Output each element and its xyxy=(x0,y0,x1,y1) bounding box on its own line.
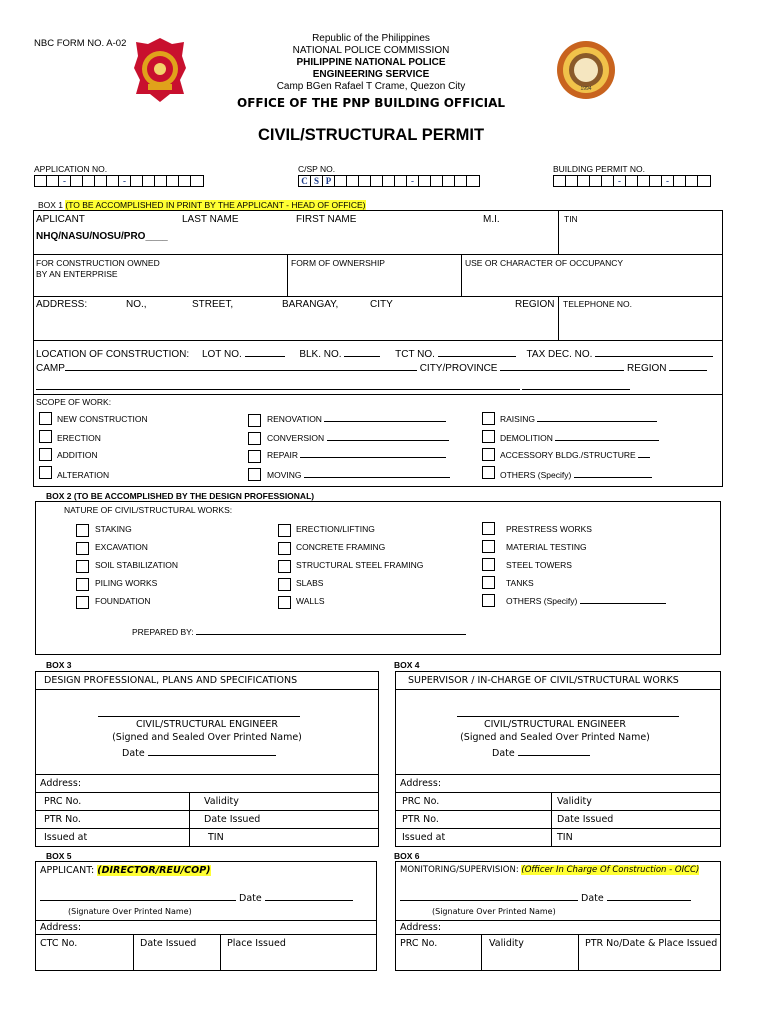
box1-heading: BOX 1 (TO BE ACCOMPLISHED IN PRINT BY THE APPLICANT - HEAD OF OFFICE) xyxy=(38,200,366,210)
box6 xyxy=(395,861,721,971)
application-no-label: APPLICATION NO. xyxy=(34,164,108,174)
address-region-label: REGION xyxy=(515,299,555,310)
box5-date-issued[interactable]: Date Issued xyxy=(140,938,197,949)
addition-checkbox[interactable] xyxy=(39,448,52,461)
others-works-checkbox[interactable] xyxy=(482,594,495,607)
raising-checkbox[interactable] xyxy=(482,412,495,425)
address-barangay-label: BARANGAY, xyxy=(282,299,339,310)
concrete-label: CONCRETE FRAMING xyxy=(296,542,386,552)
telephone-label: TELEPHONE NO. xyxy=(563,299,632,309)
address-no-label: NO., xyxy=(126,299,147,310)
prestress-checkbox[interactable] xyxy=(482,522,495,535)
conversion-label: CONVERSION xyxy=(267,433,449,443)
applicant-value[interactable]: NHQ/NASU/NOSU/PRO____ xyxy=(36,231,168,242)
box3-heading: BOX 3 xyxy=(46,660,72,670)
steel-framing-label: STRUCTURAL STEEL FRAMING xyxy=(296,560,424,570)
material-testing-checkbox[interactable] xyxy=(482,540,495,553)
occupancy-label: USE OR CHARACTER OF OCCUPANCY xyxy=(465,258,624,268)
box3-issued-at[interactable]: Issued at xyxy=(44,832,88,843)
box4-ptr[interactable]: PTR No. xyxy=(402,814,439,825)
addition-label: ADDITION xyxy=(57,450,98,460)
address-street-label: STREET, xyxy=(192,299,234,310)
box6-address[interactable]: Address: xyxy=(400,922,442,933)
box6-signature-label: (Signature Over Printed Name) xyxy=(432,907,556,916)
demolition-label: DEMOLITION xyxy=(500,433,659,443)
header-republic: Republic of the Philippines xyxy=(312,33,430,44)
header-engineering: ENGINEERING SERVICE xyxy=(312,69,430,80)
box4-date: Date xyxy=(492,748,590,759)
first-name-label: FIRST NAME xyxy=(296,214,357,225)
erection-label: ERECTION xyxy=(57,433,101,443)
raising-label: RAISING xyxy=(500,414,657,424)
box5-signature-label: (Signature Over Printed Name) xyxy=(68,907,192,916)
others-scope-checkbox[interactable] xyxy=(482,466,495,479)
prestress-label: PRESTRESS WORKS xyxy=(506,524,592,534)
box3-engineer: CIVIL/STRUCTURAL ENGINEER xyxy=(135,719,279,730)
walls-checkbox[interactable] xyxy=(278,596,291,609)
box6-signature-date: Date xyxy=(400,893,691,904)
new-construction-label: NEW CONSTRUCTION xyxy=(57,414,148,424)
svg-text:1994: 1994 xyxy=(580,86,592,92)
box4-heading: BOX 4 xyxy=(394,660,420,670)
box4-prc[interactable]: PRC No. xyxy=(402,796,440,807)
scope-of-work-label: SCOPE OF WORK: xyxy=(36,397,112,407)
csp-no-field[interactable]: C S P - xyxy=(298,175,480,187)
accessory-label: ACCESSORY BLDG./STRUCTURE xyxy=(500,450,650,460)
construction-owned-label: FOR CONSTRUCTION OWNED xyxy=(36,258,160,268)
building-permit-no-label: BUILDING PERMIT NO. xyxy=(553,164,645,174)
camp-row: CAMP CITY/PROVINCE REGION xyxy=(36,363,707,374)
slabs-label: SLABS xyxy=(296,578,324,588)
erection-checkbox[interactable] xyxy=(39,430,52,443)
repair-checkbox[interactable] xyxy=(248,450,261,463)
renovation-label: RENOVATION xyxy=(267,414,446,424)
application-no-field[interactable]: - - xyxy=(34,175,204,187)
box3-ptr[interactable]: PTR No. xyxy=(44,814,81,825)
box3-address[interactable]: Address: xyxy=(40,778,82,789)
box6-heading: BOX 6 xyxy=(394,851,420,861)
tin-label: TIN xyxy=(564,214,578,224)
box4-address[interactable]: Address: xyxy=(400,778,442,789)
prepared-by: PREPARED BY: xyxy=(132,627,466,637)
box2-heading: BOX 2 (TO BE ACCOMPLISHED BY THE DESIGN PROFESSIONAL) xyxy=(46,491,315,501)
office-title: OFFICE OF THE PNP BUILDING OFFICIAL xyxy=(237,96,505,110)
applicant-label: APLICANT xyxy=(36,214,85,225)
piling-label: PILING WORKS xyxy=(95,578,158,588)
box4-date-issued[interactable]: Date Issued xyxy=(557,814,614,825)
demolition-checkbox[interactable] xyxy=(482,430,495,443)
erection-lifting-checkbox[interactable] xyxy=(278,524,291,537)
steel-towers-label: STEEL TOWERS xyxy=(506,560,572,570)
box4-engineer: CIVIL/STRUCTURAL ENGINEER xyxy=(483,719,627,730)
excavation-checkbox[interactable] xyxy=(76,542,89,555)
box3-title: DESIGN PROFESSIONAL, PLANS AND SPECIFICATIONS xyxy=(44,675,298,686)
moving-label: MOVING xyxy=(267,470,450,480)
steel-towers-checkbox[interactable] xyxy=(482,558,495,571)
walls-label: WALLS xyxy=(296,596,325,606)
box3-date: Date xyxy=(122,748,276,759)
header-address: Camp BGen Rafael T Crame, Quezon City xyxy=(276,81,466,92)
box3-tin[interactable]: TIN xyxy=(208,832,224,843)
others-works-label: OTHERS (Specify) xyxy=(506,596,666,606)
box5-address[interactable]: Address: xyxy=(40,922,82,933)
csp-no-label: C/SP NO. xyxy=(298,164,336,174)
box3-validity[interactable]: Validity xyxy=(204,796,239,807)
engineering-seal-icon xyxy=(556,40,616,100)
accessory-checkbox[interactable] xyxy=(482,448,495,461)
erection-lifting-label: ERECTION/LIFTING xyxy=(296,524,375,534)
alteration-checkbox[interactable] xyxy=(39,466,52,479)
box4-issued-at[interactable]: Issued at xyxy=(402,832,446,843)
form-number: NBC FORM NO. A-02 xyxy=(34,38,127,49)
others-scope-label: OTHERS (Specify) xyxy=(500,470,652,480)
box5-signature-date: Date xyxy=(40,893,353,904)
tanks-label: TANKS xyxy=(506,578,534,588)
header-napolcom: NATIONAL POLICE COMMISSION xyxy=(292,45,450,56)
nature-label: NATURE OF CIVIL/STRUCTURAL WORKS: xyxy=(64,505,233,515)
page-title: CIVIL/STRUCTURAL PERMIT xyxy=(257,126,485,144)
box4-signed: (Signed and Sealed Over Printed Name) xyxy=(460,732,650,743)
box6-ptr-place[interactable]: PTR No/Date & Place Issued xyxy=(585,938,718,949)
conversion-checkbox[interactable] xyxy=(248,432,261,445)
staking-label: STAKING xyxy=(95,524,132,534)
foundation-label: FOUNDATION xyxy=(95,596,151,606)
box5-place-issued[interactable]: Place Issued xyxy=(227,938,286,949)
material-testing-label: MATERIAL TESTING xyxy=(506,542,587,552)
box6-monitoring: MONITORING/SUPERVISION: (Officer In Charge Of Construction - OICC) xyxy=(400,865,700,875)
location-row: LOCATION OF CONSTRUCTION: LOT NO. BLK. NO. TCT NO. TAX DEC. NO. xyxy=(36,349,713,360)
soil-label: SOIL STABILIZATION xyxy=(95,560,178,570)
box4-validity[interactable]: Validity xyxy=(557,796,592,807)
slabs-checkbox[interactable] xyxy=(278,578,291,591)
box3-date-issued[interactable]: Date Issued xyxy=(204,814,261,825)
renovation-checkbox[interactable] xyxy=(248,414,261,427)
box3-signed: (Signed and Sealed Over Printed Name) xyxy=(112,732,302,743)
box4-tin[interactable]: TIN xyxy=(557,832,573,843)
box5-heading: BOX 5 xyxy=(46,851,72,861)
steel-framing-checkbox[interactable] xyxy=(278,560,291,573)
mi-label: M.I. xyxy=(483,214,500,225)
box4-title: SUPERVISOR / IN-CHARGE OF CIVIL/STRUCTURAL WORKS xyxy=(408,675,679,686)
box6-validity[interactable]: Validity xyxy=(489,938,524,949)
new-construction-checkbox[interactable] xyxy=(39,412,52,425)
moving-checkbox[interactable] xyxy=(248,468,261,481)
box6-prc[interactable]: PRC No. xyxy=(400,938,438,949)
pnp-seal-icon xyxy=(132,36,188,104)
form-of-ownership-label: FORM OF OWNERSHIP xyxy=(291,258,385,268)
repair-label: REPAIR xyxy=(267,450,446,460)
piling-checkbox[interactable] xyxy=(76,578,89,591)
by-enterprise-label: BY AN ENTERPRISE xyxy=(36,269,118,279)
tanks-checkbox[interactable] xyxy=(482,576,495,589)
header-pnp: PHILIPPINE NATIONAL POLICE xyxy=(296,57,446,68)
box3-prc[interactable]: PRC No. xyxy=(44,796,82,807)
box5 xyxy=(35,861,377,971)
building-permit-no-field[interactable]: - - xyxy=(553,175,711,187)
box5-applicant: APPLICANT: (DIRECTOR/REU/COP) xyxy=(40,865,211,876)
soil-checkbox[interactable] xyxy=(76,560,89,573)
address-city-label: CITY xyxy=(370,299,393,310)
staking-checkbox[interactable] xyxy=(76,524,89,537)
concrete-checkbox[interactable] xyxy=(278,542,291,555)
excavation-label: EXCAVATION xyxy=(95,542,148,552)
box5-ctc[interactable]: CTC No. xyxy=(40,938,78,949)
address-label: ADDRESS: xyxy=(36,299,88,310)
last-name-label: LAST NAME xyxy=(182,214,239,225)
alteration-label: ALTERATION xyxy=(57,470,110,480)
foundation-checkbox[interactable] xyxy=(76,596,89,609)
